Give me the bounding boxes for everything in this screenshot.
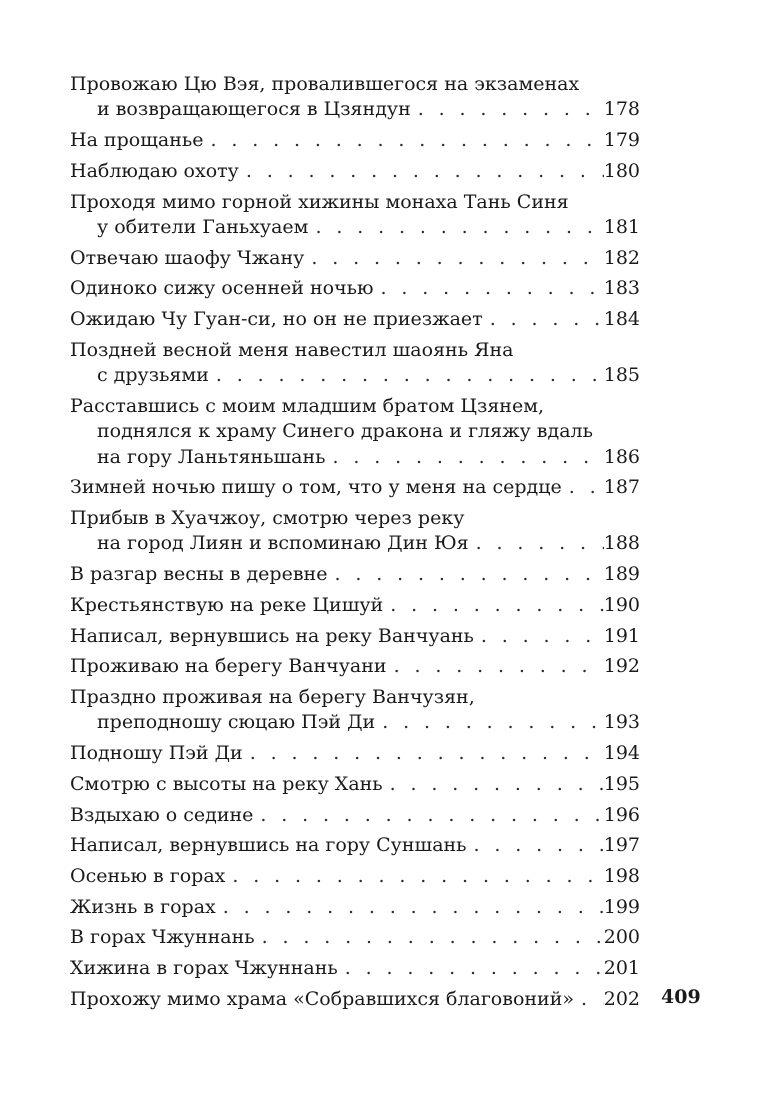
toc-entry-page: 187	[603, 476, 640, 499]
toc-entry-title: Жизнь в горах	[70, 895, 216, 918]
toc-entry	[70, 624, 640, 649]
toc-entry	[70, 338, 640, 389]
toc-entry	[70, 741, 640, 766]
toc-entry-page: 191	[603, 624, 640, 647]
toc-entry-title: Прохожу мимо храма «Собравшихся благовоний»	[70, 987, 574, 1010]
leader-dots	[243, 741, 604, 766]
toc-entry-page: 195	[603, 772, 640, 795]
toc-entry	[70, 394, 640, 470]
leader-dots	[308, 215, 603, 240]
toc-entry	[70, 685, 640, 736]
toc-entry-title: Вздыхаю о седине	[70, 803, 254, 826]
toc-entry-title: Прибыв в Хуачжоу, смотрю через реку	[70, 507, 465, 530]
toc-entry	[70, 956, 640, 981]
toc-entry-page: 193	[603, 711, 640, 734]
toc-entry	[70, 803, 640, 828]
toc-entry-line	[70, 956, 640, 981]
leader-dots	[383, 772, 604, 797]
toc-entry-title: Отвечаю шаофу Чжану	[70, 246, 305, 269]
toc-entry	[70, 593, 640, 618]
toc-entry-title: Написал, вернувшись на реку Ванчуань	[70, 624, 474, 647]
toc-entry-title: Подношу Пэй Ди	[70, 742, 243, 765]
toc-entry	[70, 72, 640, 123]
toc-entry-title: Праздно проживая на берегу Ванчузян,	[70, 685, 475, 708]
toc-entry-page: 201	[603, 957, 640, 980]
toc-entry-title: у обители Ганьхуаем	[97, 215, 309, 238]
toc-entry-line	[70, 925, 640, 950]
leader-dots	[467, 833, 604, 858]
toc-entry-title: Смотрю с высоты на реку Хань	[70, 772, 383, 795]
toc-entry-line	[70, 246, 640, 271]
toc-entry-page: 180	[603, 159, 640, 182]
toc-entry-line	[70, 338, 640, 363]
toc-entry-page: 179	[603, 129, 640, 152]
toc-entry-line	[70, 987, 640, 1012]
toc-entry-title: Поздней весной меня навестил шаоянь Яна	[70, 338, 514, 361]
toc-entry-line	[70, 72, 640, 97]
toc-entry-page: 199	[603, 895, 640, 918]
leader-dots	[253, 803, 603, 828]
toc-entry-line	[70, 128, 640, 153]
leader-dots	[209, 363, 604, 388]
toc-entry-line	[70, 741, 640, 766]
toc-entry-line	[70, 895, 640, 920]
toc-entry-line	[70, 562, 640, 587]
toc-entry-page: 178	[603, 98, 640, 121]
toc-entry-title: Одиноко сижу осенней ночью	[70, 277, 374, 300]
toc-entry-line	[70, 159, 640, 184]
toc-entry-page: 181	[603, 215, 640, 238]
toc-entry-title: на гору Ланьтяньшань	[97, 445, 326, 468]
toc-entry-title: и возвращающегося в Цзяндун	[97, 98, 411, 121]
toc-entry-line	[70, 190, 640, 215]
toc-entry-line	[70, 803, 640, 828]
toc-entry-title: Наблюдаю охоту	[70, 159, 239, 182]
page-number: 409	[661, 986, 701, 1008]
leader-dots	[239, 159, 604, 184]
leader-dots	[203, 128, 603, 153]
leader-dots	[411, 97, 604, 122]
toc-entry-line	[70, 419, 640, 444]
toc-entry-page: 186	[603, 445, 640, 468]
toc-entry-page: 197	[603, 834, 640, 857]
toc-entry	[70, 307, 640, 332]
toc-entry-page: 200	[603, 926, 640, 949]
toc-entry-page: 190	[603, 593, 640, 616]
toc-entry	[70, 475, 640, 500]
toc-entry-line	[70, 864, 640, 889]
toc-entry-title: преподношу сюцаю Пэй Ди	[97, 711, 376, 734]
leader-dots	[574, 987, 604, 1012]
leader-dots	[338, 956, 604, 981]
toc-entry	[70, 925, 640, 950]
toc-entry-title: Написал, вернувшись на гору Суншань	[70, 834, 467, 857]
toc-entry-line	[70, 215, 640, 240]
toc-entry-page: 183	[603, 277, 640, 300]
toc-entry-line	[70, 710, 640, 735]
toc-entry-page: 182	[603, 246, 640, 269]
toc-entry-title: на город Лиян и вспоминаю Дин Юя	[97, 532, 469, 555]
toc-entry-title: Осенью в горах	[70, 864, 226, 887]
toc-entry	[70, 772, 640, 797]
toc-entry	[70, 833, 640, 858]
toc-entry-line	[70, 772, 640, 797]
toc-entry-title: В горах Чжуннань	[70, 926, 255, 949]
toc-entry-title: с друзьями	[97, 364, 209, 387]
toc-entry-page: 188	[603, 532, 640, 555]
toc-entry-line	[70, 593, 640, 618]
toc-entry	[70, 128, 640, 153]
toc-entry-line	[70, 363, 640, 388]
toc-entry	[70, 864, 640, 889]
toc-entry	[70, 276, 640, 301]
toc-entry-title: Крестьянствую на реке Цишуй	[70, 593, 384, 616]
toc-entry-line	[70, 475, 640, 500]
leader-dots	[255, 925, 604, 950]
toc-entry-line	[70, 654, 640, 679]
toc-entry-title: Проживаю на берегу Ванчуани	[70, 655, 387, 678]
toc-entry-title: Хижина в горах Чжуннань	[70, 957, 338, 980]
toc-entry-title: Расставшись с моим младшим братом Цзянем,	[70, 394, 545, 417]
toc-entry-line	[70, 276, 640, 301]
toc-entry	[70, 987, 640, 1012]
leader-dots	[383, 593, 604, 618]
toc-entry-title: поднялся к храму Синего дракона и гляжу вдаль	[97, 420, 593, 443]
toc-entry-page: 192	[603, 655, 640, 678]
leader-dots	[387, 654, 604, 679]
toc-entry	[70, 190, 640, 241]
leader-dots	[375, 710, 604, 735]
leader-dots	[483, 307, 604, 332]
toc-entry	[70, 246, 640, 271]
toc-entry-title: Провожаю Цю Вэя, провалившегося на экзаменах	[70, 73, 580, 95]
toc-entry-title: В разгар весны в деревне	[70, 563, 328, 586]
toc-entry	[70, 562, 640, 587]
toc-entry-line	[70, 624, 640, 649]
toc-entry-line	[70, 531, 640, 556]
toc-entry	[70, 654, 640, 679]
toc-entry-page: 189	[603, 563, 640, 586]
table-of-contents	[70, 72, 640, 1017]
toc-entry-page: 202	[603, 987, 640, 1010]
toc-entry-page: 194	[603, 742, 640, 765]
toc-entry	[70, 159, 640, 184]
toc-entry-title: Проходя мимо горной хижины монаха Тань Синя	[70, 190, 569, 213]
toc-entry-line	[70, 833, 640, 858]
leader-dots	[216, 895, 604, 920]
leader-dots	[474, 624, 604, 649]
toc-entry-title: Зимней ночью пишу о том, что у меня на сердце	[70, 476, 562, 499]
toc-entry-line	[70, 685, 640, 710]
toc-entry-page: 196	[603, 803, 640, 826]
toc-entry-page: 198	[603, 864, 640, 887]
toc-entry-page: 185	[603, 364, 640, 387]
leader-dots	[304, 246, 603, 271]
toc-entry-page: 184	[603, 308, 640, 331]
toc-entry-title: Ожидаю Чу Гуан-си, но он не приезжает	[70, 308, 483, 331]
leader-dots	[562, 475, 604, 500]
toc-entry-title: На прощанье	[70, 129, 204, 152]
leader-dots	[225, 864, 603, 889]
toc-entry-line	[70, 307, 640, 332]
leader-dots	[374, 276, 604, 301]
toc-entry	[70, 895, 640, 920]
leader-dots	[326, 445, 604, 470]
leader-dots	[469, 531, 604, 556]
toc-entry	[70, 506, 640, 557]
toc-entry-line	[70, 445, 640, 470]
leader-dots	[327, 562, 603, 587]
toc-entry-line	[70, 394, 640, 419]
toc-entry-line	[70, 97, 640, 122]
toc-entry-line	[70, 506, 640, 531]
